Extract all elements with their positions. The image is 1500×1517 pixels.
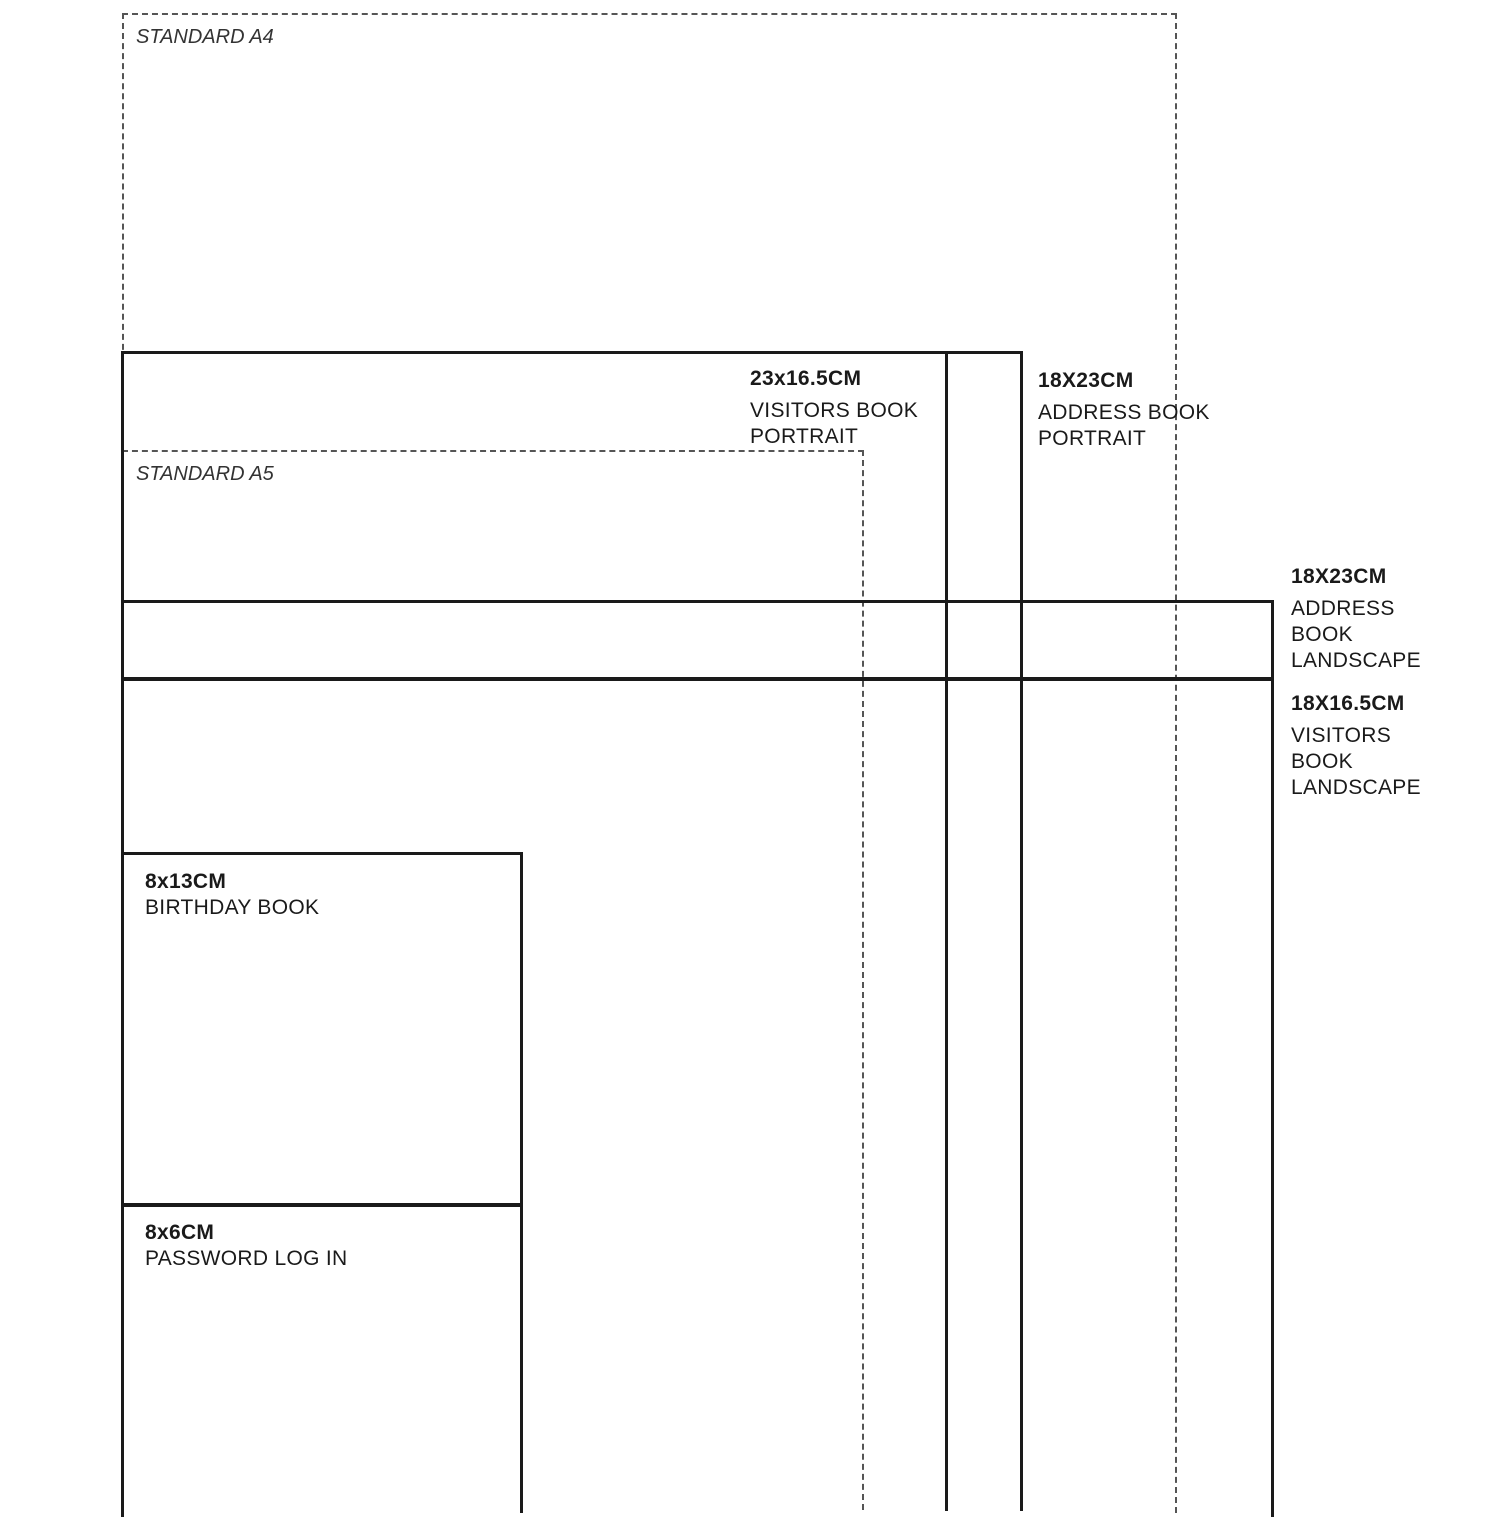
visitors-book-portrait-label [750,366,918,450]
visitors-book-portrait-size: 23x16.5CM [750,367,862,390]
visitors-book-landscape-size: 18X16.5CM [1291,692,1405,715]
visitors-book-landscape-desc: VISITORS BOOK LANDSCAPE [1291,724,1421,799]
address-book-landscape-size: 18X23CM [1291,565,1387,588]
address-book-landscape-outline [121,600,1274,681]
visitors-book-portrait-desc: VISITORS BOOK PORTRAIT [750,399,919,448]
address-book-portrait-size: 18X23CM [1038,369,1134,392]
birthday-book-label [145,869,319,921]
birthday-book-desc: BIRTHDAY BOOK [145,896,320,919]
address-book-portrait-desc: ADDRESS BOOK PORTRAIT [1038,401,1210,450]
standard-a4-label: STANDARD A4 [136,26,274,48]
birthday-book-size: 8x13CM [145,870,227,893]
visitors-book-landscape-label [1291,691,1421,801]
address-book-landscape-label [1291,564,1421,674]
password-log-in-label [145,1220,347,1272]
password-log-in-desc: PASSWORD LOG IN [145,1247,348,1270]
standard-a5-label: STANDARD A5 [136,463,274,485]
address-book-portrait-label [1038,368,1210,452]
password-log-in-size: 8x6CM [145,1221,215,1244]
address-book-landscape-desc: ADDRESS BOOK LANDSCAPE [1291,597,1421,672]
